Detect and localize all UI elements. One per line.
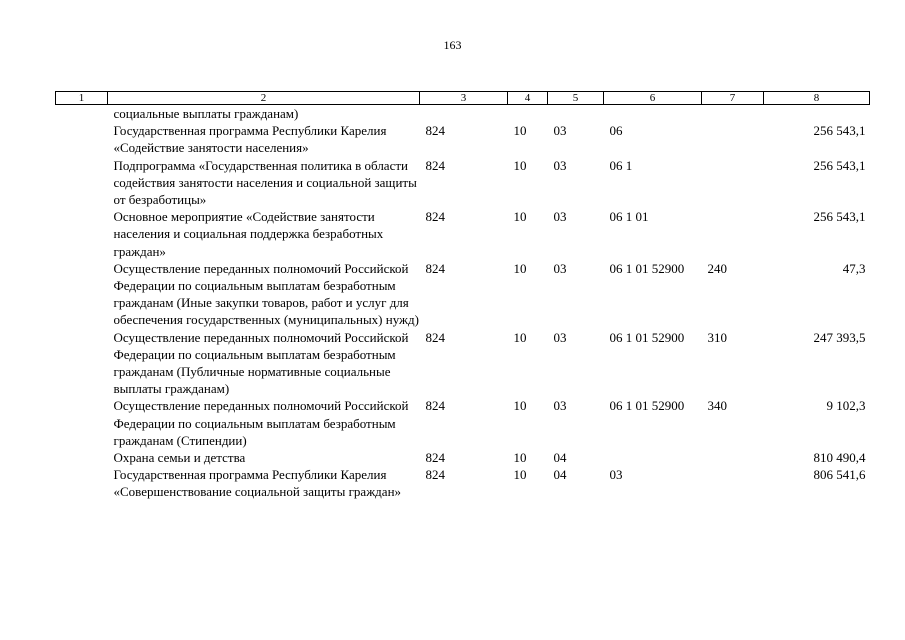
table-row	[56, 397, 870, 449]
item-name-cell: социальные выплаты гражданам)	[113, 106, 299, 121]
item-name-cell: Основное мероприятие «Содействие занятости населения и социальная поддержка безработных граждан»	[113, 209, 384, 259]
section-code-cell: 10	[513, 260, 527, 276]
expense-type-cell	[702, 466, 764, 500]
expense-type-cell	[702, 157, 764, 209]
column-header-8: 8	[764, 92, 870, 105]
target-code-cell	[604, 449, 702, 466]
item-name-cell: Государственная программа Республики Карелия «Совершенствование социальной защиты граждан»	[113, 467, 402, 500]
item-name-cell: Осуществление переданных полномочий Российской Федерации по социальным выплатам безработным гражданам (Стипендии)	[113, 398, 409, 448]
section-code-cell: 10	[513, 450, 527, 466]
ministry-code-cell: 824	[425, 398, 445, 414]
page-number: 163	[443, 38, 462, 52]
row-number-cell	[56, 105, 108, 123]
row-number-cell	[56, 329, 108, 398]
subsection-code-cell: 04	[553, 467, 567, 483]
column-header-2: 2	[108, 92, 420, 105]
section-code-cell: 10	[513, 209, 527, 225]
target-code-cell: 06 1 01 52900	[609, 329, 685, 345]
column-header-4: 4	[508, 92, 548, 105]
section-code-cell: 10	[513, 398, 527, 414]
row-number-cell	[56, 122, 108, 156]
ministry-code-cell: 824	[425, 209, 445, 225]
column-header-7: 7	[702, 92, 764, 105]
ministry-code-cell: 824	[425, 123, 445, 139]
expense-type-cell	[702, 208, 764, 260]
column-header-3: 3	[420, 92, 508, 105]
expense-type-cell	[702, 105, 764, 123]
item-name-cell: Осуществление переданных полномочий Российской Федерации по социальным выплатам безработным гражданам (Иные закупки товаров, работ и услуг для обеспечения государственных (муниципальных) нужд)	[113, 260, 419, 328]
amount-cell: 810 490,4	[813, 450, 866, 466]
table-row	[56, 260, 870, 329]
item-name-cell: Подпрограмма «Государственная политика в области содействия занятости населения и социальной защиты от безработицы»	[113, 157, 417, 208]
column-header-5: 5	[548, 92, 604, 105]
ministry-code-cell: 824	[425, 467, 445, 483]
expense-type-cell: 310	[707, 329, 727, 345]
table-row	[56, 449, 870, 466]
expense-type-cell: 240	[707, 260, 727, 276]
column-header-1: 1	[56, 92, 108, 105]
amount-cell: 806 541,6	[813, 467, 866, 483]
budget-table	[55, 91, 870, 501]
row-number-cell	[56, 208, 108, 260]
ministry-code-cell: 824	[425, 450, 445, 466]
table-row	[56, 157, 870, 209]
target-code-cell: 06 1 01 52900	[609, 398, 685, 414]
row-number-cell	[56, 449, 108, 466]
expense-type-cell: 340	[707, 398, 727, 414]
amount-cell: 47,3	[842, 260, 866, 276]
ministry-code-cell: 824	[425, 329, 445, 345]
subsection-code-cell: 03	[553, 329, 567, 345]
subsection-code-cell: 03	[553, 209, 567, 225]
subsection-code-cell: 04	[553, 450, 567, 466]
row-number-cell	[56, 157, 108, 209]
subsection-code-cell: 03	[553, 260, 567, 276]
column-number-header-row	[56, 92, 870, 105]
table-row	[56, 329, 870, 398]
target-code-cell	[604, 105, 702, 123]
amount-cell: 247 393,5	[813, 329, 866, 345]
amount-cell: 256 543,1	[813, 209, 866, 225]
target-code-cell: 03	[609, 467, 623, 483]
expense-type-cell	[702, 449, 764, 466]
item-name-cell: Охрана семьи и детства	[113, 450, 246, 466]
amount-cell	[764, 105, 870, 123]
target-code-cell: 06	[609, 123, 623, 139]
row-number-cell	[56, 466, 108, 500]
table-row	[56, 122, 870, 156]
row-number-cell	[56, 260, 108, 329]
table-row	[56, 466, 870, 500]
target-code-cell: 06 1	[609, 157, 633, 173]
section-code-cell	[508, 105, 548, 123]
row-number-cell	[56, 397, 108, 449]
ministry-code-cell	[420, 105, 508, 123]
expense-type-cell	[702, 122, 764, 156]
section-code-cell: 10	[513, 123, 527, 139]
target-code-cell: 06 1 01 52900	[609, 260, 685, 276]
subsection-code-cell	[548, 105, 604, 123]
table-row	[56, 208, 870, 260]
amount-cell: 9 102,3	[826, 398, 866, 414]
subsection-code-cell: 03	[553, 157, 567, 173]
section-code-cell: 10	[513, 467, 527, 483]
section-code-cell: 10	[513, 157, 527, 173]
section-code-cell: 10	[513, 329, 527, 345]
table-row	[56, 105, 870, 123]
amount-cell: 256 543,1	[813, 157, 866, 173]
item-name-cell: Осуществление переданных полномочий Российской Федерации по социальным выплатам безработным гражданам (Публичные нормативные социальные выплаты гражданам)	[113, 329, 409, 397]
target-code-cell: 06 1 01	[609, 209, 649, 225]
ministry-code-cell: 824	[425, 157, 445, 173]
ministry-code-cell: 824	[425, 260, 445, 276]
item-name-cell: Государственная программа Республики Карелия «Содействие занятости населения»	[113, 123, 387, 156]
subsection-code-cell: 03	[553, 398, 567, 414]
subsection-code-cell: 03	[553, 123, 567, 139]
amount-cell: 256 543,1	[813, 123, 866, 139]
column-header-6: 6	[604, 92, 702, 105]
